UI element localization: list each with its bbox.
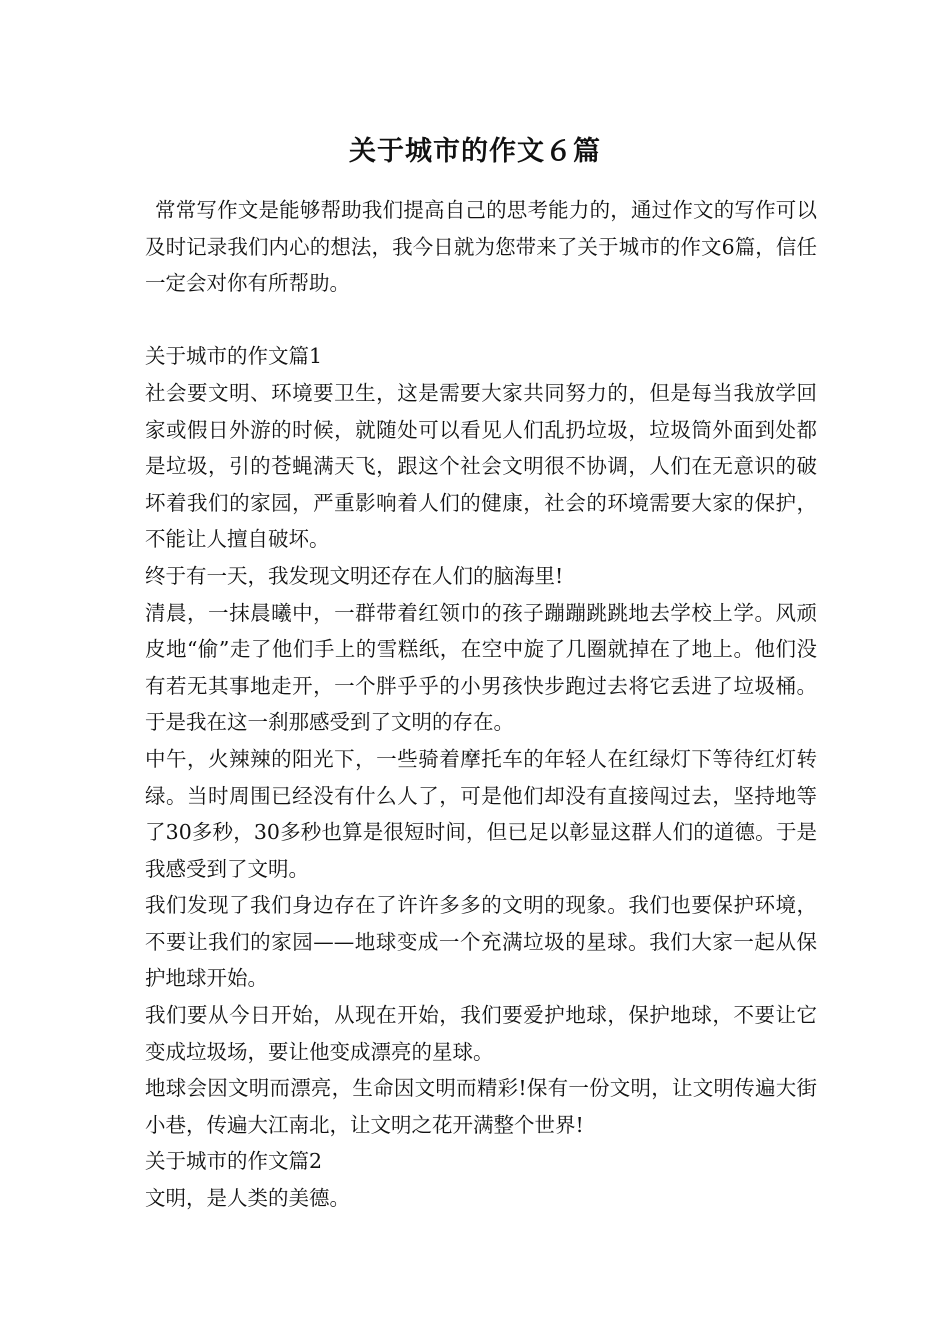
- section-heading-2: 关于城市的作文篇2: [145, 1149, 323, 1174]
- section-1-paragraph: 中午，火辣辣的阳光下，一些骑着摩托车的年轻人在红绿灯下等待红灯转绿。当时周围已经没有什么人了，可是他们却没有直接闯过去，坚持地等了30多秒，30多秒也算是很短时间，但已足以彰显这群人们的道德。于是我感受到了文明。: [145, 746, 817, 881]
- section-heading-1: 关于城市的作文篇1: [145, 344, 323, 369]
- document-body: [145, 192, 817, 1217]
- section-1-paragraph: 社会要文明、环境要卫生，这是需要大家共同努力的，但是每当我放学回家或假日外游的时候，就随处可以看见人们乱扔垃圾，垃圾筒外面到处都是垃圾，引的苍蝇满天飞，跟这个社会文明很不协调，人们在无意识的破坏着我们的家园，严重影响着人们的健康，社会的环境需要大家的保护，不能让人擅自破坏。: [145, 380, 817, 552]
- section-2-paragraph: 文明，是人类的美德。: [145, 1186, 350, 1211]
- section-1-paragraph: 地球会因文明而漂亮，生命因文明而精彩!保有一份文明，让文明传遍大街小巷，传遍大江南北，让文明之花开满整个世界!: [145, 1076, 817, 1137]
- intro-paragraph: 常常写作文是能够帮助我们提高自己的思考能力的，通过作文的写作可以及时记录我们内心的想法，我今日就为您带来了关于城市的作文6篇，信任一定会对你有所帮助。: [145, 198, 817, 296]
- blank-line: [145, 302, 817, 339]
- section-1-paragraph: 清晨，一抹晨曦中，一群带着红领巾的孩子蹦蹦跳跳地去学校上学。风顽皮地“偷”走了他们手上的雪糕纸，在空中旋了几圈就掉在了地上。他们没有若无其事地走开，一个胖乎乎的小男孩快步跑过去将它丢进了垃圾桶。于是我在这一刹那感受到了文明的存在。: [145, 600, 817, 735]
- section-1-paragraph: 终于有一天，我发现文明还存在人们的脑海里!: [145, 563, 564, 588]
- section-1-paragraph: 我们发现了我们身边存在了许许多多的文明的现象。我们也要保护环境，不要让我们的家园——地球变成一个充满垃圾的星球。我们大家一起从保护地球开始。: [145, 893, 817, 991]
- section-1-paragraph: 我们要从今日开始，从现在开始，我们要爱护地球，保护地球，不要让它变成垃圾场，要让他变成漂亮的星球。: [145, 1003, 817, 1064]
- document-title: 关于城市的作文６篇: [349, 136, 601, 167]
